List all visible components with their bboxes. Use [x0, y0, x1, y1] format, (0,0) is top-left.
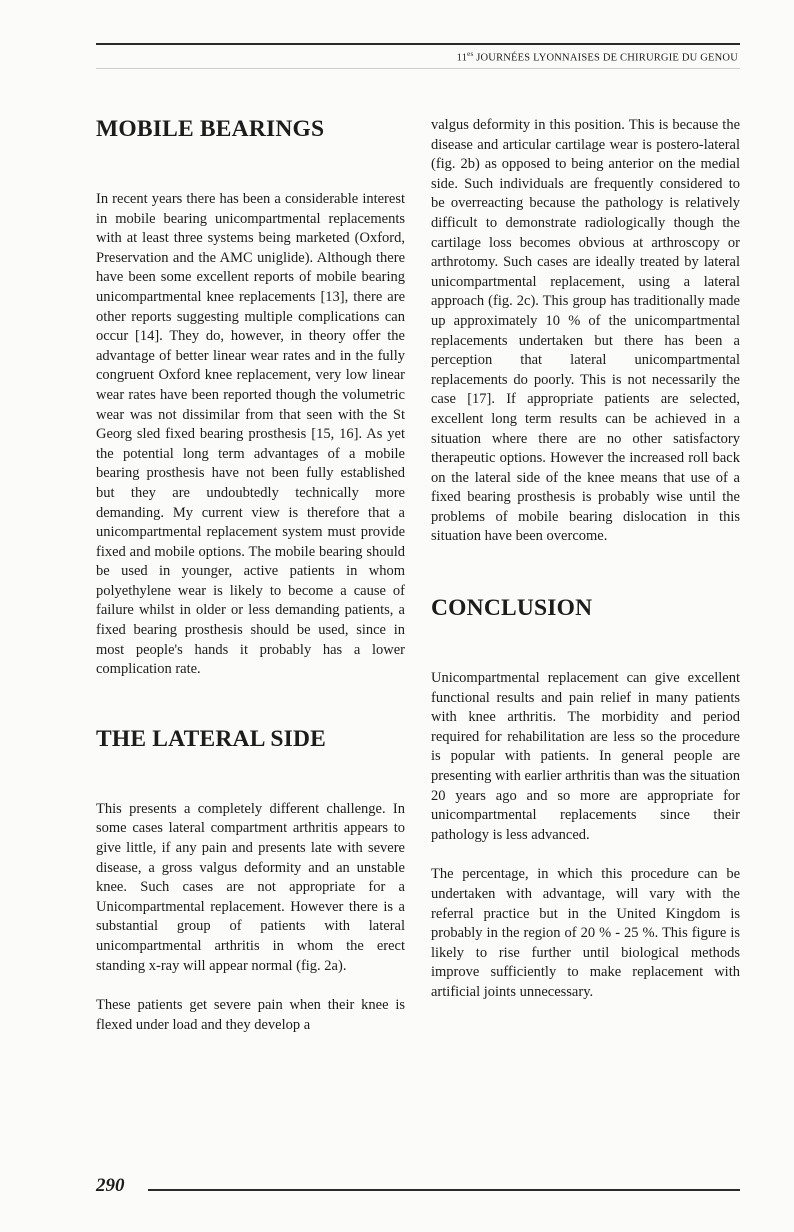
lateral-side-paragraph-2-continued: valgus deformity in this position. This is because the disease and articular cartilage wear is postero-lateral (fig. 2b) as opposed to being anterior on the medial side. Such individuals are frequently considered to be overreacting because the pathology is relatively difficult to demonstrate radiologically though the cartilage loss becomes obvious at arthroscopy or arthrotomy. Such cases are ideally treated by lateral unicompartmental replacement, using a lateral approach (fig. 2c). This group has traditionally made up approximately 10 % of the unicompartmental replacements undertaken but there has been a perception that lateral unicompartmental replacements do poorly. This is not necessarily the case [17]. If appropriate patients are selected, excellent long term results can be achieved in a situation where there are no other satisfactory therapeutic options. However the increased roll back on the lateral side of the knee means that use of a fixed bearing prosthesis is probably wise until the problems of mobile bearing dislocation in this situation have been overcome. — [431, 117, 740, 545]
section-title-lateral-side: THE LATERAL SIDE — [96, 725, 327, 752]
section-title-conclusion: CONCLUSION — [431, 595, 593, 622]
header-top-rule — [96, 43, 740, 45]
footer-rule — [148, 1189, 740, 1191]
running-head-superscript: es — [467, 50, 474, 58]
right-column — [431, 116, 740, 1003]
conclusion-paragraph-2: The percentage, in which this procedure can be undertaken with advantage, will vary with the referral practice but in the United Kingdom is probably in the region of 20 % - 25 %. This figure is likely to rise further until biological methods improve sufficiently to make replacement with artificial joints unnecessary. — [431, 866, 740, 1000]
left-column — [96, 116, 405, 1035]
mobile-bearings-paragraph: In recent years there has been a considerable interest in mobile bearing unicompartmental replacements with at least three systems being marketed (Oxford, Preservation and the AMC uniglide). Although there have been some excellent reports of mobile bearing unicompartmental knee replacements [13], there are other reports suggesting multiple complications can occur [14]. They do, however, in theory offer the advantage of better linear wear rates and in the fully congruent Oxford knee replacement, very low linear wear rates have been reported though the volumetric wear was not dissimilar from that seen with the St Georg sled fixed bearing prosthesis [15, 16]. As yet the potential long term advantages of a mobile bearing prosthesis have not been fully established but they are undoubtedly technically more demanding. My current view is therefore that a unicompartmental replacement system must provide fixed and mobile options. The mobile bearing should be used in younger, active patients in whom polyethylene wear is likely to become a cause of failure whilst in older or less demanding patients, a fixed bearing prosthesis should be used, since in most people's hands it probably has a lower complication rate. — [96, 191, 405, 678]
running-head — [457, 50, 738, 64]
lateral-side-paragraph-2: These patients get severe pain when their knee is flexed under load and they develop a — [96, 997, 405, 1033]
header-bottom-rule — [96, 68, 740, 69]
conclusion-paragraph-1: Unicompartmental replacement can give excellent functional results and pain relief in many patients with knee arthritis. The morbidity and period required for rehabilitation are less so the procedure is popular with patients. In general people are presenting with earlier arthritis than was the situation 20 years ago and so more are appropriate for unicompartmental replacements since their pathology is less advanced. — [431, 670, 740, 843]
section-title-mobile-bearings: MOBILE BEARINGS — [96, 116, 325, 142]
running-head-number: 11 — [456, 52, 468, 64]
lateral-side-paragraph-1: This presents a completely different challenge. In some cases lateral compartment arthritis appears to give little, if any pain and presents late with severe disease, a gross valgus deformity and an unstable knee. Such cases are not appropriate for a Unicompartmental replacement. However there is a substantial group of patients with lateral unicompartmental arthritis in whom the erect standing x-ray will appear normal (fig. 2a). — [96, 800, 405, 974]
running-head-text: JOURNÉES LYONNAISES DE CHIRURGIE DU GENOU — [476, 52, 738, 64]
page-number: 290 — [96, 1175, 125, 1196]
